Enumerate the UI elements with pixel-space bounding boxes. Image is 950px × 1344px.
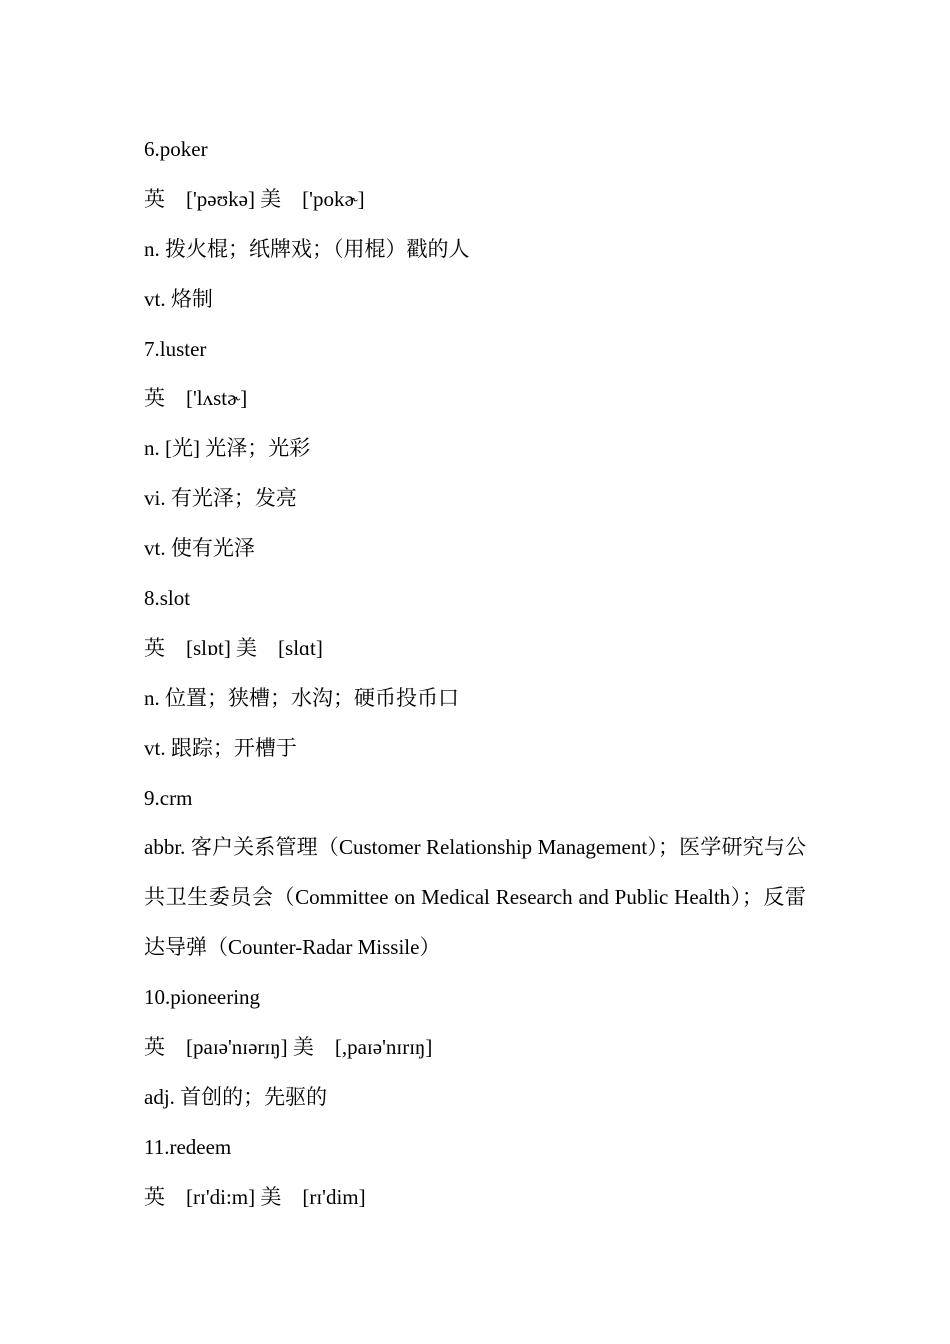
entry-headword: 6.poker xyxy=(144,137,208,161)
entry-headword: 7.luster xyxy=(144,336,207,361)
entry-headword: 9.crm xyxy=(144,785,193,810)
entry-headword: 8.slot xyxy=(144,586,191,611)
definition: adj. 首创的；先驱的 xyxy=(144,1084,328,1109)
pronunciation: 英 ['lʌstɚ] xyxy=(144,386,248,411)
definition: abbr. 客户关系管理（Customer Relationship Management）；医学研究与公共卫生委员会（Committee on Medical Research and Public Health）；反雷达导弹（Counter-Radar Missile） xyxy=(144,835,806,960)
document-body xyxy=(144,125,806,1223)
definition: n. 位置；狭槽；水沟；硬币投币口 xyxy=(144,685,459,710)
definition: vt. 跟踪；开槽于 xyxy=(144,735,297,760)
definition: vt. 使有光泽 xyxy=(144,536,255,561)
pronunciation: 英 [paɪə'nɪərɪŋ] 美 [,paɪə'nɪrɪŋ] xyxy=(144,1035,433,1060)
pronunciation: 英 ['pəʊkə] 美 ['pokɚ] xyxy=(144,186,365,211)
entry-headword: 10.pioneering xyxy=(144,985,261,1010)
pronunciation: 英 [slɒt] 美 [slɑt] xyxy=(144,635,323,660)
definition: vi. 有光泽；发亮 xyxy=(144,486,297,511)
definition: n. [光] 光泽；光彩 xyxy=(144,436,311,461)
definition: vt. 烙制 xyxy=(144,286,213,311)
pronunciation: 英 [rɪ'di:m] 美 [rɪ'dim] xyxy=(144,1184,366,1209)
entry-headword: 11.redeem xyxy=(144,1134,232,1159)
definition: n. 拨火棍；纸牌戏；（用棍）戳的人 xyxy=(144,236,470,261)
